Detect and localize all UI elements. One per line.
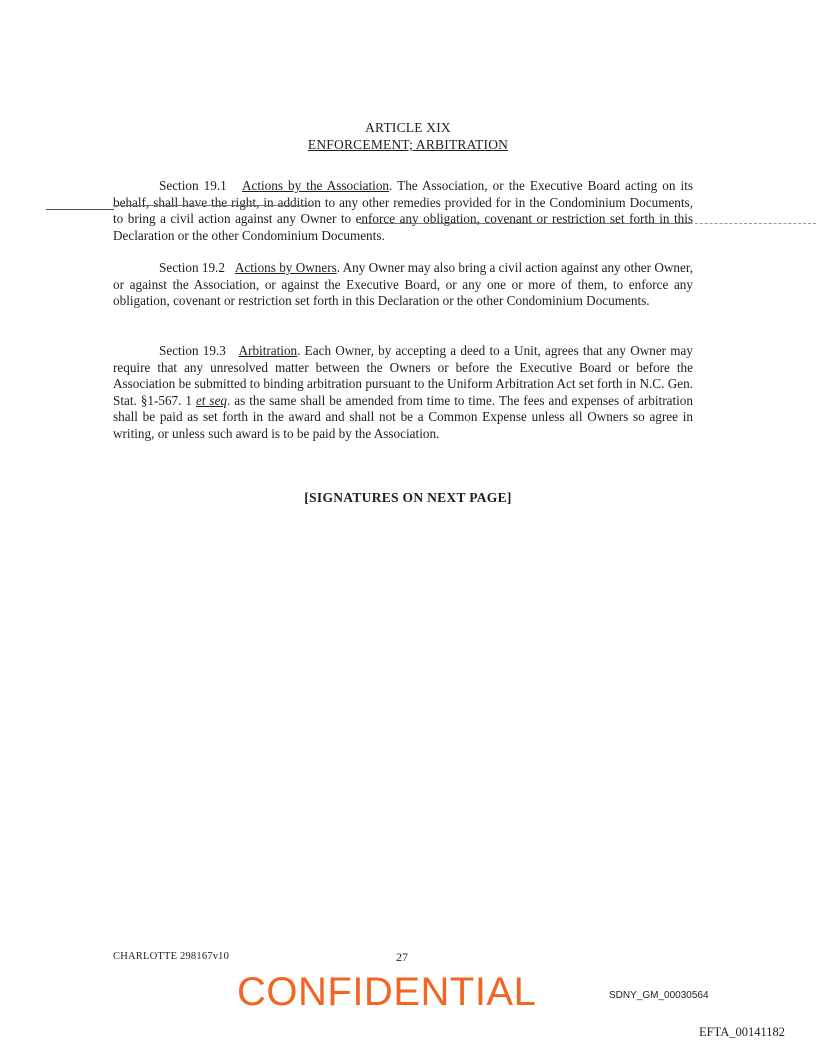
section-19-2 (113, 260, 693, 310)
scan-line-artifact (46, 209, 114, 210)
section-body-part-2: . as the same shall be amended from time to time. The fees and expenses of arbitration shall be paid as set forth in the award and shall not be a Common Expense unless all Owners so agree in writing, or unless such award is to be paid by the Association. (113, 392, 693, 441)
article-title: ARTICLE XIX (365, 120, 451, 135)
section-body-part-1: . Each Owner, by accepting a deed to a Unit, agrees that any Owner may require that any unresolved matter between the Owners or before the Executive Board or before the Association be submitted to binding arbitration pursuant to the Uniform Arbitration Act set forth in N.C. Gen. Stat. §1-567. 1 (113, 343, 694, 408)
footer-page-number: 27 (396, 950, 408, 964)
scan-line-artifact (360, 223, 690, 224)
section-19-3 (113, 343, 693, 442)
section-number: Section 19.3 (159, 343, 226, 358)
section-emphasis: et seq (195, 392, 228, 408)
section-body: . Any Owner may also bring a civil action against any other Owner, or against the Association, or against the Executive Board, or any one or more of them, to enforce any obligation, covenant or restriction set forth in this Declaration or the other Condominium Documents. (113, 260, 694, 308)
section-heading: Actions by the Association (241, 178, 390, 193)
section-19-1 (113, 178, 693, 244)
section-number: Section 19.1 (159, 178, 227, 193)
scan-line-artifact (113, 205, 313, 206)
confidential-stamp: CONFIDENTIAL (237, 970, 537, 1014)
efta-number: EFTA_00141182 (699, 1025, 786, 1039)
signature-note: [SIGNATURES ON NEXT PAGE] (304, 490, 512, 505)
section-body: . The Association, or the Executive Board acting on its behalf, shall have the right, in addition to any other remedies provided for in the Condominium Documents, to bring a civil action against any Owner to enforce any obligation, covenant or restriction set forth in this Declaration or the other Condominium Documents. (113, 178, 693, 243)
section-heading: Arbitration (238, 343, 298, 358)
article-subtitle: ENFORCEMENT; ARBITRATION (307, 137, 509, 152)
footer-doc-id: CHARLOTTE 298167v10 (113, 951, 230, 962)
section-number: Section 19.2 (159, 260, 225, 275)
bates-number: SDNY_GM_00030564 (609, 990, 709, 1001)
section-heading: Actions by Owners (234, 260, 337, 275)
scan-line-artifact (690, 223, 816, 224)
